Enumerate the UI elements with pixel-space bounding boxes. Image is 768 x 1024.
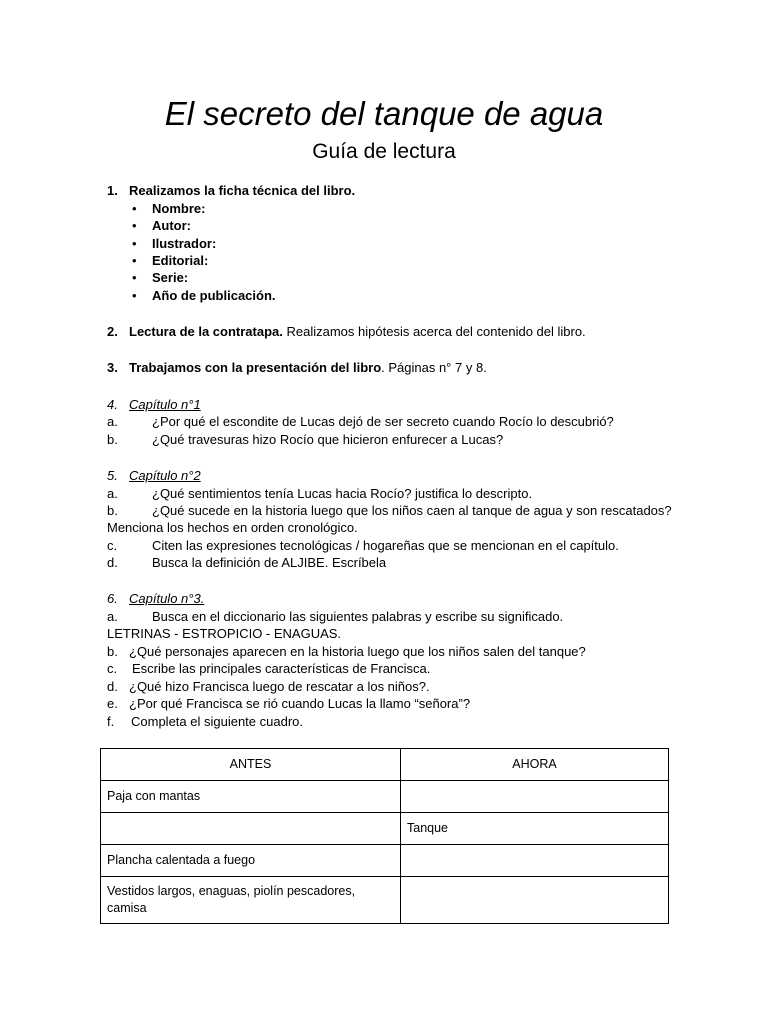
bullet-icon: • xyxy=(132,236,137,251)
q1-item-ilustrador: Ilustrador: xyxy=(152,236,217,251)
q5-heading: Capítulo n°2 xyxy=(129,468,201,483)
q5-number: 5. xyxy=(107,468,118,483)
q1-number: 1. xyxy=(107,183,118,198)
q5-a-letter: a. xyxy=(107,486,118,501)
document-subtitle: Guía de lectura xyxy=(312,140,456,163)
q2-number: 2. xyxy=(107,324,118,339)
bullet-icon: • xyxy=(132,253,137,268)
table-cell-antes: Vestidos largos, enaguas, piolín pescadores, camisa xyxy=(101,877,401,924)
table-row xyxy=(101,781,669,813)
q6-c-letter: c. xyxy=(107,661,118,676)
q6-c-text: Escribe las principales características de Francisca. xyxy=(132,661,431,676)
q4-a-letter: a. xyxy=(107,414,118,429)
q2-bold: Lectura de la contratapa. xyxy=(129,324,283,339)
q4-b-text: ¿Qué travesuras hizo Rocío que hicieron enfurecer a Lucas? xyxy=(152,432,504,447)
table-cell-antes: Paja con mantas xyxy=(101,781,401,813)
q5-b-letter: b. xyxy=(107,503,118,518)
q1-item-serie: Serie: xyxy=(152,270,189,285)
bullet-icon: • xyxy=(132,270,137,285)
table-cell-antes xyxy=(101,813,401,845)
q3-bold: Trabajamos con la presentación del libro xyxy=(129,360,382,375)
table-row xyxy=(101,813,669,845)
q6-d-text: ¿Qué hizo Francisca luego de rescatar a los niños?. xyxy=(129,679,430,694)
q5-c-text: Citen las expresiones tecnológicas / hogareñas que se mencionan en el capítulo. xyxy=(152,538,619,553)
q6-d-letter: d. xyxy=(107,679,118,694)
q1-item-nombre: Nombre: xyxy=(152,201,206,216)
q5-b-continuation: Menciona los hechos en orden cronológico. xyxy=(107,520,358,535)
q6-e-letter: e. xyxy=(107,696,118,711)
q1-item-anio: Año de publicación. xyxy=(152,288,276,303)
table-cell-ahora xyxy=(401,877,669,924)
table-row xyxy=(101,877,669,924)
comparison-table xyxy=(100,748,669,924)
q6-b-letter: b. xyxy=(107,644,118,659)
q4-heading: Capítulo n°1 xyxy=(129,397,201,412)
q6-number: 6. xyxy=(107,591,118,606)
q3-rest: . Páginas n° 7 y 8. xyxy=(381,360,487,375)
table-cell-ahora xyxy=(401,845,669,877)
q1-text: Realizamos la ficha técnica del libro. xyxy=(129,183,356,198)
q6-a-text: Busca en el diccionario las siguientes palabras y escribe su significado. xyxy=(152,609,564,624)
q6-words: LETRINAS - ESTROPICIO - ENAGUAS. xyxy=(107,626,342,641)
q6-f-text: Completa el siguiente cuadro. xyxy=(131,714,303,729)
q5-b-text: ¿Qué sucede en la historia luego que los niños caen al tanque de agua y son rescatados? xyxy=(152,503,672,518)
header-ahora: AHORA xyxy=(401,749,669,781)
q4-b-letter: b. xyxy=(107,432,118,447)
q2-line xyxy=(129,323,586,340)
q6-a-letter: a. xyxy=(107,609,118,624)
q5-c-letter: c. xyxy=(107,538,118,553)
table-row xyxy=(101,845,669,877)
q3-line xyxy=(129,359,487,376)
q5-d-letter: d. xyxy=(107,555,118,570)
q1-item-editorial: Editorial: xyxy=(152,253,209,268)
q1-item-autor: Autor: xyxy=(152,218,191,233)
document-title: El secreto del tanque de agua xyxy=(164,95,604,132)
q5-a-text: ¿Qué sentimientos tenía Lucas hacia Rocío? justifica lo descripto. xyxy=(152,486,533,501)
table-header-row xyxy=(101,749,669,781)
q6-e-text: ¿Por qué Francisca se rió cuando Lucas la llamo “señora”? xyxy=(129,696,471,711)
table-cell-antes: Plancha calentada a fuego xyxy=(101,845,401,877)
q5-d-text: Busca la definición de ALJIBE. Escríbela xyxy=(152,555,387,570)
q6-heading: Capítulo n°3. xyxy=(129,591,205,606)
bullet-icon: • xyxy=(132,201,137,216)
bullet-icon: • xyxy=(132,288,137,303)
q3-number: 3. xyxy=(107,360,118,375)
table-cell-ahora: Tanque xyxy=(401,813,669,845)
q2-rest: Realizamos hipótesis acerca del contenido del libro. xyxy=(282,324,586,339)
header-antes: ANTES xyxy=(101,749,401,781)
table-cell-ahora xyxy=(401,781,669,813)
q6-f-letter: f. xyxy=(107,714,115,729)
q6-b-text: ¿Qué personajes aparecen en la historia luego que los niños salen del tanque? xyxy=(129,644,586,659)
bullet-icon: • xyxy=(132,218,137,233)
q4-a-text: ¿Por qué el escondite de Lucas dejó de ser secreto cuando Rocío lo descubrió? xyxy=(152,414,614,429)
q4-number: 4. xyxy=(107,397,118,412)
